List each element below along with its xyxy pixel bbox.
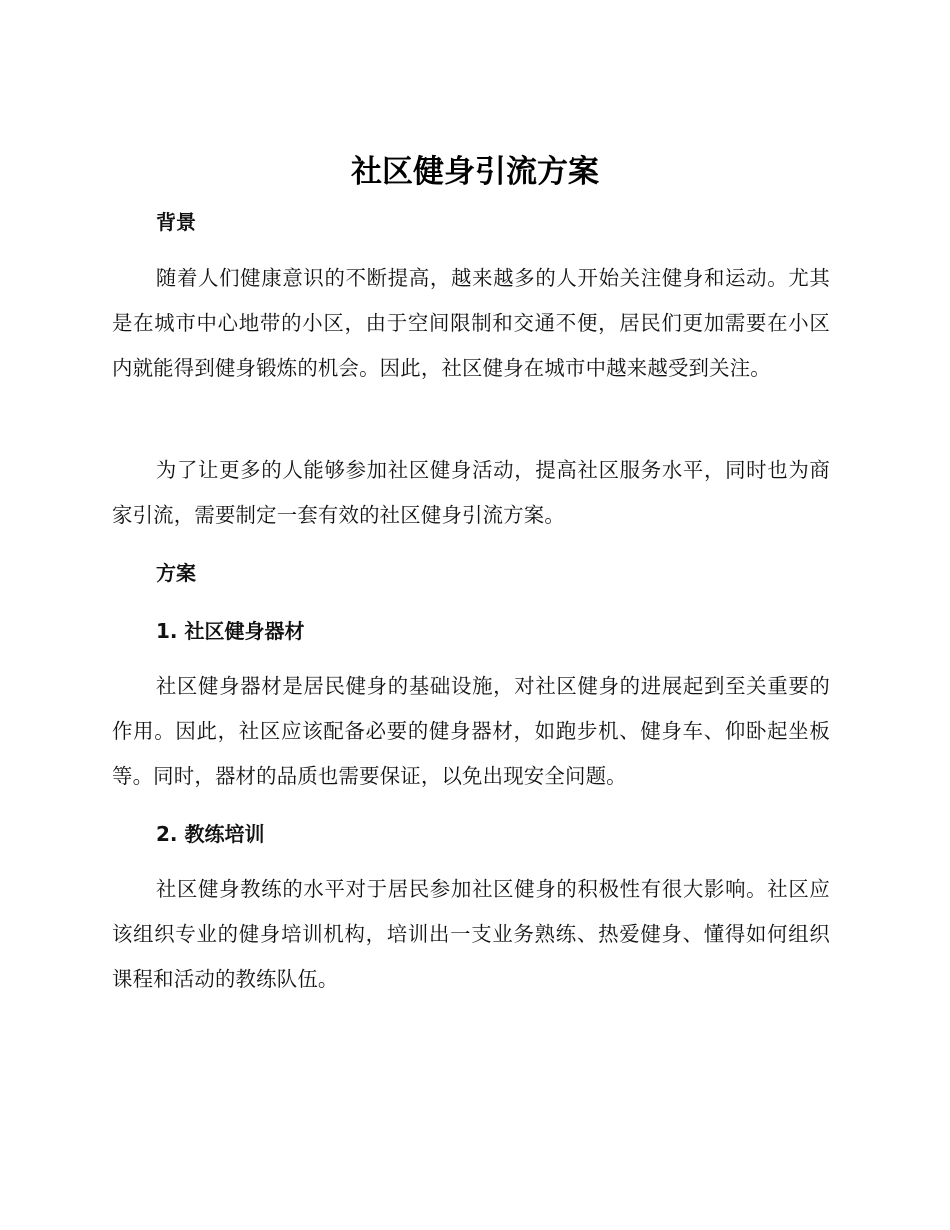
paragraph-background-1: 随着人们健康意识的不断提高，越来越多的人开始关注健身和运动。尤其是在城市中心地带的小区，由于空间限制和交通不便，居民们更加需要在小区内就能得到健身锻炼的机会。因此，社区健身在城市中越来越受到关注。 xyxy=(112,266,830,380)
section-heading-background: 背景 xyxy=(156,210,196,234)
paragraph-equipment: 社区健身器材是居民健身的基础设施，对社区健身的进展起到至关重要的作用。因此，社区应该配备必要的健身器材，如跑步机、健身车、仰卧起坐板等。同时，器材的品质也需要保证，以免出现安全问题。 xyxy=(112,674,830,788)
paragraph-coach-training: 社区健身教练的水平对于居民参加社区健身的积极性有很大影响。社区应该组织专业的健身培训机构，培训出一支业务熟练、热爱健身、懂得如何组织课程和活动的教练队伍。 xyxy=(112,877,830,991)
section-heading-plan: 方案 xyxy=(156,561,196,585)
document-title: 社区健身引流方案 xyxy=(351,154,599,190)
section-heading-equipment: 1. 社区健身器材 xyxy=(156,619,305,643)
paragraph-background-2: 为了让更多的人能够参加社区健身活动，提高社区服务水平，同时也为商家引流，需要制定一套有效的社区健身引流方案。 xyxy=(112,458,830,527)
section-heading-coach-training: 2. 教练培训 xyxy=(156,822,265,846)
